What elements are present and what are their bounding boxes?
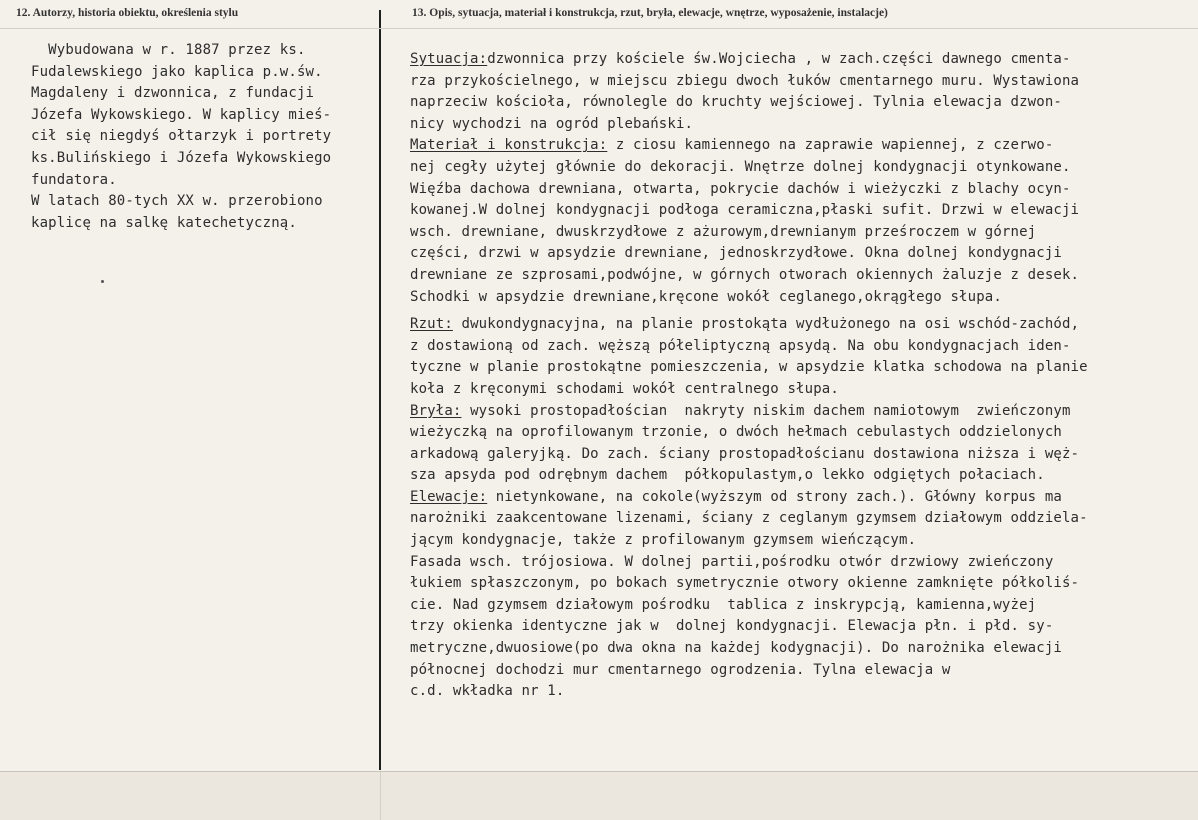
description-text xyxy=(410,49,1088,703)
material-line: wsch. drewniane, dwuskrzydłowe z ażurowym,drewnianym prześroczem w górnej xyxy=(410,223,1037,240)
rzut-line: koła z kręconymi schodami wokół centralnego słupa. xyxy=(410,380,839,397)
ink-dot xyxy=(101,280,104,283)
material-line: nej cegły użytej głównie do dekoracji. Wnętrze dolnej kondygnacji otynkowane. xyxy=(410,158,1071,175)
rzut-line: Rzut: dwukondygnacyjna, na planie prostokąta wydłużonego na osi wschód-zachód, xyxy=(410,316,1080,333)
lower-page-edge xyxy=(0,771,1198,772)
history-line: kaplicę na salkę katechetyczną. xyxy=(31,214,297,231)
history-line: cił się niegdyś ołtarzyk i portrety xyxy=(31,128,332,145)
elewacje-line: północnej dochodzi mur cmentarnego ogrodzenia. Tylna elewacja w xyxy=(410,661,951,678)
bryla-line: sza apsyda pod odrębnym dachem półkopulastym,o lekko odgiętych połaciach. xyxy=(410,467,1045,484)
history-line: Józefa Wykowskiego. W kaplicy mieś- xyxy=(31,106,332,123)
sytuacja-line: Sytuacja:dzwonnica przy kościele św.Wojciecha , w zach.części dawnego cmenta- xyxy=(410,51,1071,67)
elewacje-line: Elewacje: nietynkowane, na cokole(wyższym od strony zach.). Główny korpus ma xyxy=(410,488,1062,505)
elewacje-line: jącym kondygnacje, także z profilowanym gzymsem wieńczącym. xyxy=(410,532,917,549)
header-rule xyxy=(0,28,1198,29)
material-line: części, drzwi w apsydzie drewniane, jednoskrzydłowe. Okna dolnej kondygnacji xyxy=(410,245,1062,262)
bryla-line: wieżyczką na oprofilowanym trzonie, o dwóch hełmach cebulastych oddzielonych xyxy=(410,424,1062,441)
section-13-header: 13. Opis, sytuacja, materiał i konstrukcja, rzut, bryła, elewacje, wnętrze, wyposażenie, instalacje) xyxy=(412,7,888,19)
elewacje-line: metryczne,dwuosiowe(po dwa okna na każdej kodygnacji). Do narożnika elewacji xyxy=(410,640,1062,657)
bryla-line: arkadową galeryjką. Do zach. ściany prostopadłościanu dostawiona niższa i węż- xyxy=(410,445,1080,462)
history-line: Fudalewskiego jako kaplica p.w.św. xyxy=(31,63,323,80)
history-line: fundatora. xyxy=(31,171,117,188)
rzut-line: z dostawioną od zach. węższą półeliptyczną apsydą. Na obu kondygnacjach iden- xyxy=(410,337,1071,354)
lower-page-band xyxy=(0,771,1198,820)
elewacje-line: trzy okienka identyczne jak w dolnej kondygnacji. Elewacja płn. i płd. sy- xyxy=(410,618,1054,635)
bryla-label: Bryła: xyxy=(410,402,462,419)
sytuacja-line: nicy wychodzi na ogród plebański. xyxy=(410,115,694,132)
column-divider xyxy=(379,10,381,770)
material-label: Materiał i konstrukcja: xyxy=(410,137,608,154)
history-line: W latach 80-tych XX w. przerobiono xyxy=(31,193,323,210)
material-line: Schodki w apsydzie drewniane,kręcone wokół ceglanego,okrągłego słupa. xyxy=(410,288,1002,305)
rzut-label: Rzut: xyxy=(410,316,453,333)
sytuacja-line: naprzeciw kościoła, równolegle do kruchty wejściowej. Tylnia elewacja dzwon- xyxy=(410,94,1062,111)
material-line: Materiał i konstrukcja: z ciosu kamiennego na zaprawie wapiennej, z czerwo- xyxy=(410,137,1054,154)
elewacje-line: Fasada wsch. trójosiowa. W dolnej partii,pośrodku otwór drzwiowy zwieńczony xyxy=(410,553,1054,570)
rzut-line: tyczne w planie prostokątne pomieszczenia, w apsydzie klatka schodowa na planie xyxy=(410,359,1088,376)
elewacje-line: łukiem spłaszczonym, po bokach symetrycznie otwory okienne zamknięte półkoliś- xyxy=(410,575,1080,592)
sytuacja-label: Sytuacja: xyxy=(410,51,488,67)
lower-column-divider xyxy=(380,772,381,820)
history-line: Wybudowana w r. 1887 przez ks. xyxy=(31,42,306,58)
elewacje-line: cie. Nad gzymsem działowym pośrodku tablica z inskrypcją, kamienna,wyżej xyxy=(410,596,1037,613)
history-line: Magdaleny i dzwonnica, z fundacji xyxy=(31,85,315,102)
section-12-header: 12. Autorzy, historia obiektu, określenia stylu xyxy=(16,7,239,19)
elewacje-line: narożniki zaakcentowane lizenami, ściany z ceglanym gzymsem działowym oddziela- xyxy=(410,510,1088,527)
elewacje-line: c.d. wkładka nr 1. xyxy=(410,683,565,700)
material-line: drewniane ze szprosami,podwójne, w górnych otworach okiennych żaluzje z desek. xyxy=(410,266,1080,283)
sytuacja-line: rza przykościelnego, w miejscu zbiegu dwoch łuków cmentarnego muru. Wystawiona xyxy=(410,72,1080,89)
elewacje-label: Elewacje: xyxy=(410,488,488,505)
bryla-line: Bryła: wysoki prostopadłościan nakryty niskim dachem namiotowym zwieńczonym xyxy=(410,402,1071,419)
history-line: ks.Bulińskiego i Józefa Wykowskiego xyxy=(31,149,332,166)
material-line: Więźba dachowa drewniana, otwarta, pokrycie dachów i wieżyczki z blachy ocyn- xyxy=(410,180,1071,197)
history-text xyxy=(31,40,331,234)
material-line: kowanej.W dolnej kondygnacji podłoga ceramiczna,płaski sufit. Drzwi w elewacji xyxy=(410,202,1080,219)
